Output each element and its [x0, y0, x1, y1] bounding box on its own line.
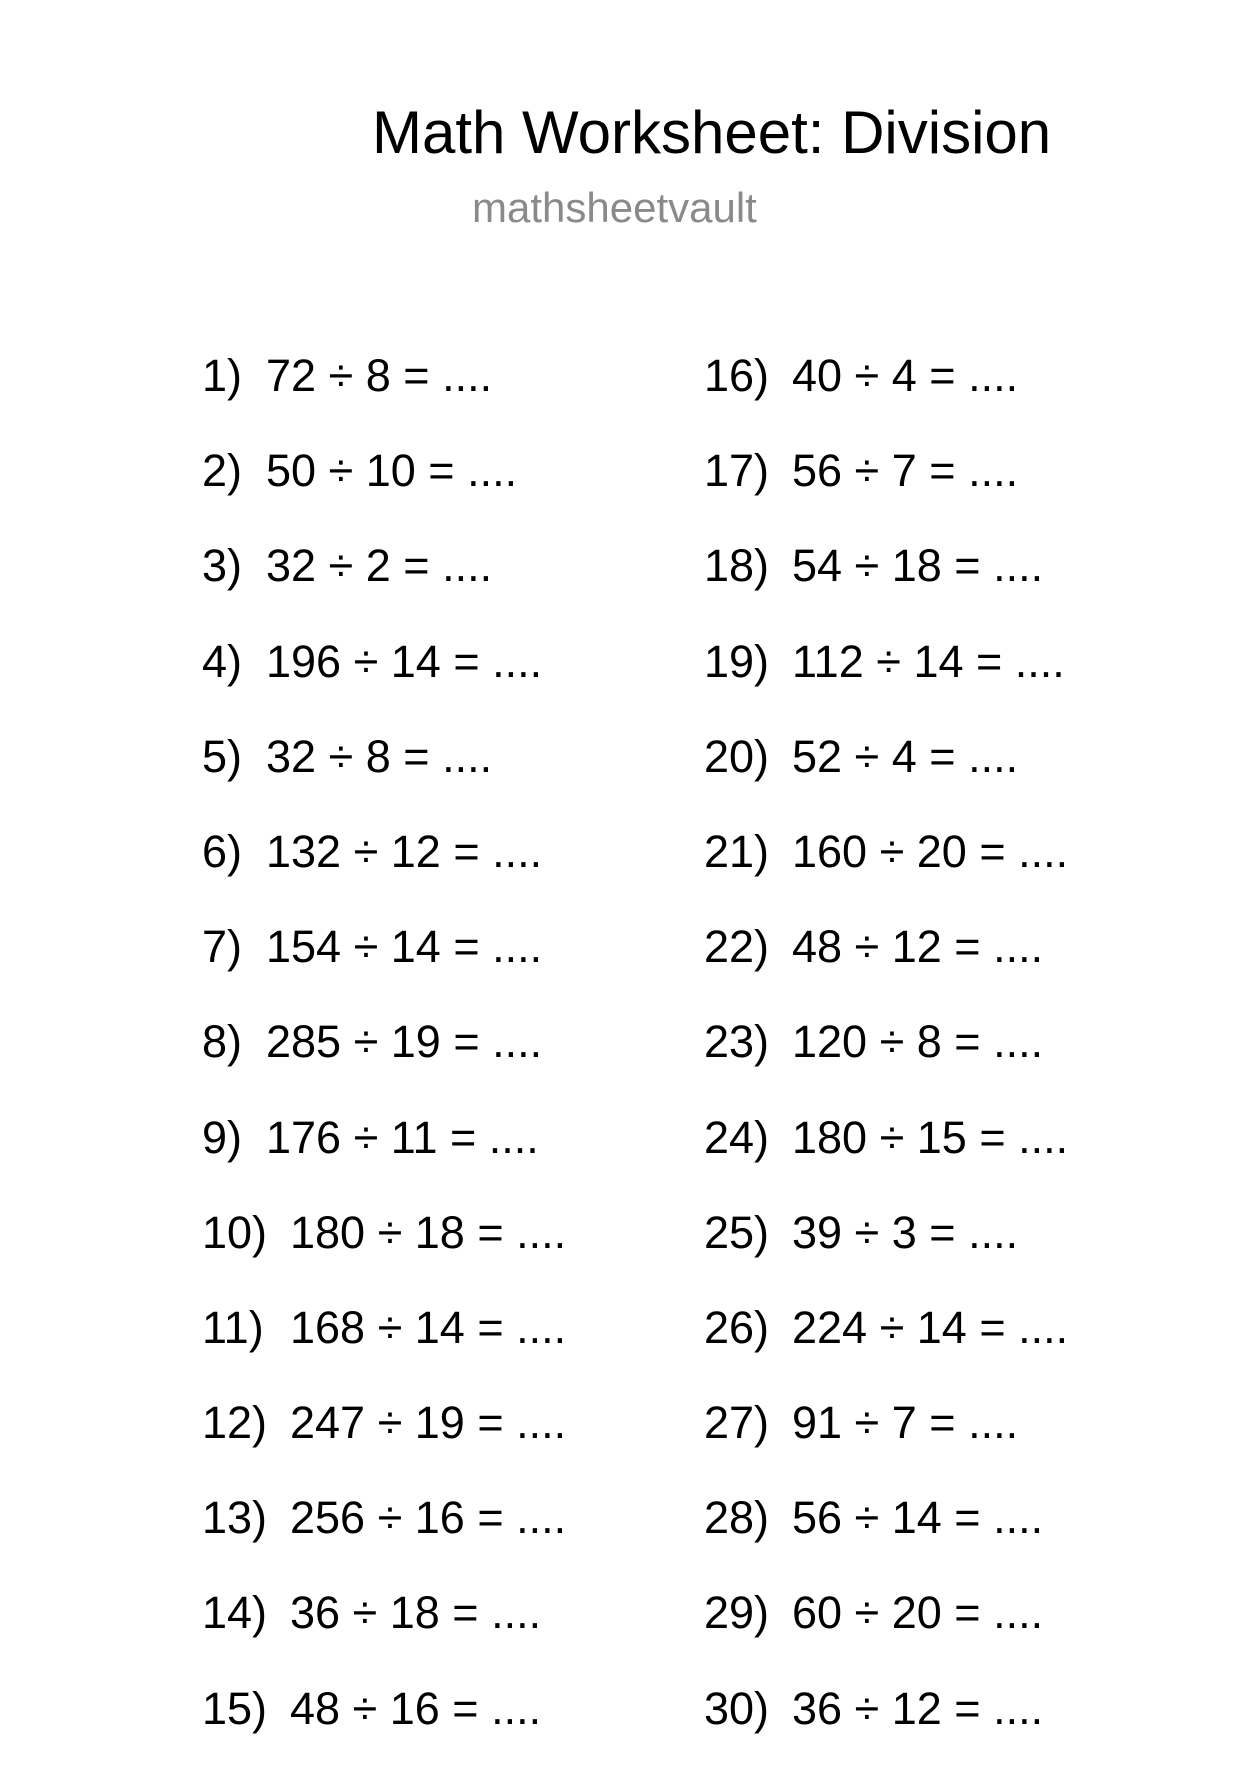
problem-item [704, 350, 1068, 445]
problem-item [704, 1683, 1068, 1778]
problem-expression: 180 ÷ 18 = .... [290, 1206, 567, 1258]
problem-number: 2) [202, 445, 243, 497]
problem-item [202, 1492, 566, 1587]
worksheet-title: Math Worksheet: Division [372, 99, 1052, 166]
problem-expression: 36 ÷ 18 = .... [290, 1587, 542, 1639]
problem-number: 29) [704, 1587, 770, 1639]
problem-number: 9) [202, 1111, 243, 1163]
problem-expression: 180 ÷ 15 = .... [792, 1111, 1069, 1163]
problem-expression: 120 ÷ 8 = .... [792, 1016, 1044, 1068]
problem-expression: 176 ÷ 11 = .... [266, 1111, 539, 1163]
problem-expression: 256 ÷ 16 = .... [290, 1492, 567, 1544]
problem-number: 13) [202, 1492, 268, 1544]
worksheet-source: mathsheetvault [472, 184, 757, 231]
problem-item [704, 1112, 1068, 1207]
problem-number: 4) [202, 635, 243, 687]
problem-expression: 168 ÷ 14 = .... [290, 1301, 567, 1353]
problem-expression: 91 ÷ 7 = .... [792, 1397, 1019, 1449]
problem-item [202, 1207, 566, 1302]
problem-expression: 60 ÷ 20 = .... [792, 1587, 1044, 1639]
problem-number: 28) [704, 1492, 770, 1544]
problem-item [202, 1683, 566, 1778]
problem-item [704, 1492, 1068, 1587]
problem-number: 11) [202, 1301, 264, 1353]
problem-expression: 50 ÷ 10 = .... [266, 445, 518, 497]
problem-number: 15) [202, 1682, 268, 1734]
problem-expression: 154 ÷ 14 = .... [266, 921, 543, 973]
problem-expression: 39 ÷ 3 = .... [792, 1206, 1019, 1258]
problem-expression: 32 ÷ 8 = .... [266, 730, 493, 782]
problem-number: 5) [202, 730, 243, 782]
problem-expression: 54 ÷ 18 = .... [792, 540, 1044, 592]
problem-expression: 56 ÷ 7 = .... [792, 445, 1019, 497]
problem-expression: 72 ÷ 8 = .... [266, 350, 493, 401]
problem-expression: 52 ÷ 4 = .... [792, 730, 1019, 782]
problem-expression: 32 ÷ 2 = .... [266, 540, 493, 592]
problem-number: 10) [202, 1206, 268, 1258]
problem-number: 6) [202, 825, 243, 877]
problem-expression: 160 ÷ 20 = .... [792, 825, 1069, 877]
problem-item [704, 540, 1068, 635]
problem-expression: 196 ÷ 14 = .... [266, 635, 543, 687]
problem-item [704, 1397, 1068, 1492]
problem-number: 22) [704, 921, 770, 973]
problem-number: 24) [704, 1111, 770, 1163]
problem-item [202, 826, 566, 921]
problem-expression: 224 ÷ 14 = .... [792, 1301, 1069, 1353]
problem-number: 17) [704, 445, 770, 497]
problem-item [704, 826, 1068, 921]
left-problem-column [202, 350, 566, 1778]
problem-number: 1) [202, 350, 243, 401]
problem-item [202, 445, 566, 540]
problem-item [704, 1016, 1068, 1111]
problem-item [704, 731, 1068, 826]
problem-number: 27) [704, 1397, 770, 1449]
problem-item [704, 921, 1068, 1016]
problem-item [202, 921, 566, 1016]
problem-item [202, 350, 566, 445]
problem-item [202, 731, 566, 826]
problem-number: 18) [704, 540, 770, 592]
problem-number: 14) [202, 1587, 268, 1639]
problem-number: 21) [704, 825, 770, 877]
problem-number: 7) [202, 921, 243, 973]
problem-item [202, 1587, 566, 1682]
problem-number: 26) [704, 1301, 770, 1353]
problem-number: 23) [704, 1016, 770, 1068]
problem-number: 20) [704, 730, 770, 782]
problem-number: 16) [704, 350, 770, 401]
problem-number: 19) [704, 635, 770, 687]
problem-number: 12) [202, 1397, 268, 1449]
problem-number: 3) [202, 540, 243, 592]
problem-number: 30) [704, 1682, 770, 1734]
problem-item [704, 636, 1068, 731]
problem-item [704, 1587, 1068, 1682]
problem-expression: 40 ÷ 4 = .... [792, 350, 1019, 401]
problem-expression: 36 ÷ 12 = .... [792, 1682, 1044, 1734]
problem-expression: 132 ÷ 12 = .... [266, 825, 543, 877]
problem-item [202, 1302, 566, 1397]
problem-expression: 285 ÷ 19 = .... [266, 1016, 543, 1068]
problem-expression: 112 ÷ 14 = .... [792, 635, 1065, 687]
problem-item [202, 636, 566, 731]
problem-item [202, 540, 566, 635]
problem-item [202, 1112, 566, 1207]
problem-number: 8) [202, 1016, 243, 1068]
problem-expression: 48 ÷ 12 = .... [792, 921, 1044, 973]
problem-item [704, 1302, 1068, 1397]
problem-item [704, 445, 1068, 540]
problem-item [202, 1016, 566, 1111]
right-problem-column [704, 350, 1068, 1778]
problem-expression: 247 ÷ 19 = .... [290, 1397, 567, 1449]
problem-item [704, 1207, 1068, 1302]
problem-number: 25) [704, 1206, 770, 1258]
problem-expression: 56 ÷ 14 = .... [792, 1492, 1044, 1544]
problem-item [202, 1397, 566, 1492]
problem-expression: 48 ÷ 16 = .... [290, 1682, 542, 1734]
